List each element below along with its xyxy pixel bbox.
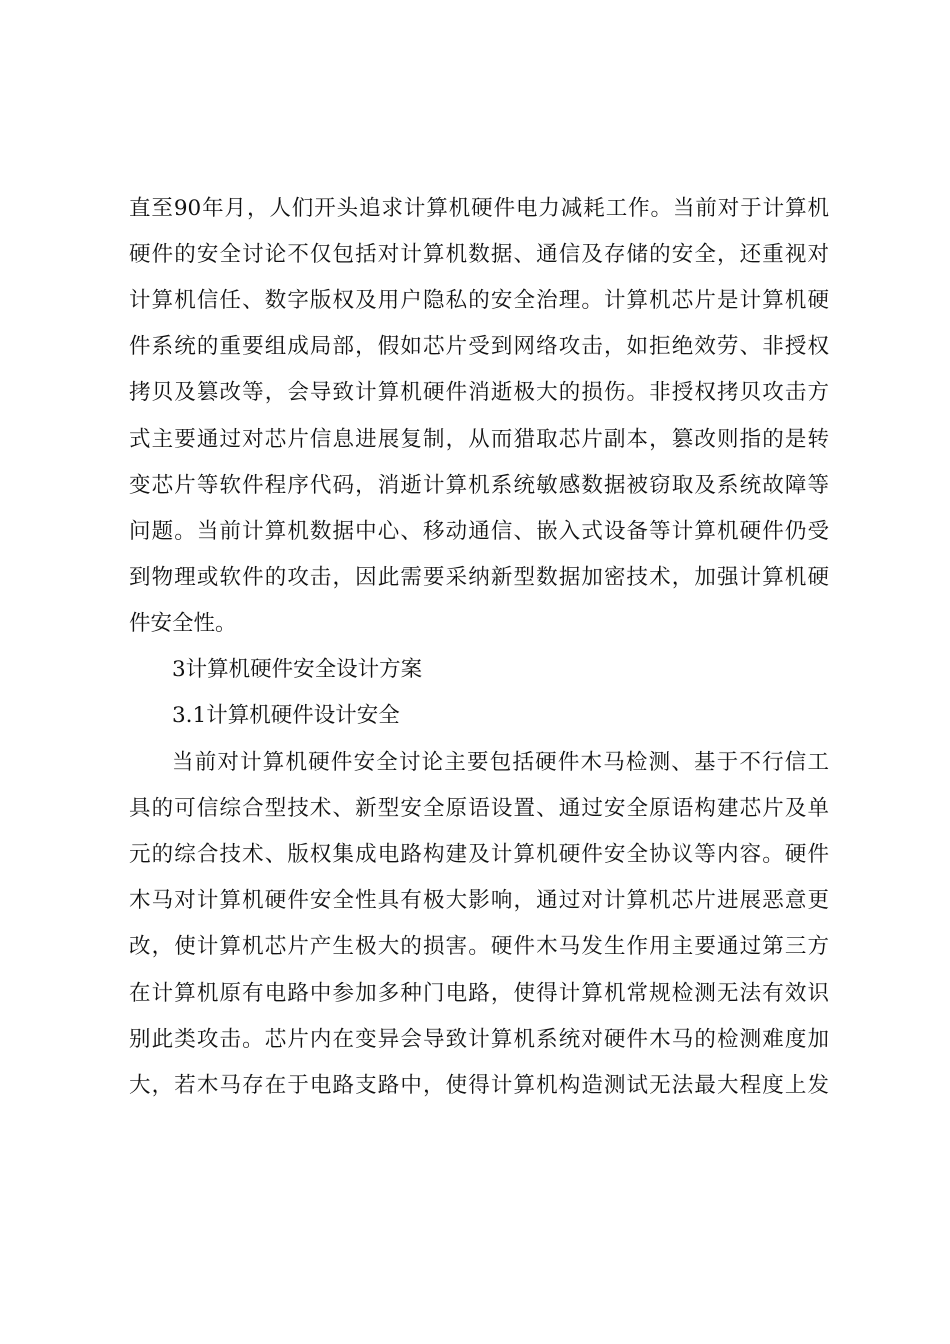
paragraph-2-line-7: 别此类攻击。芯片内在变异会导致计算机系统对硬件木马的检测难度加	[129, 1027, 829, 1052]
paragraph-2-line-2: 具的可信综合型技术、新型安全原语设置、通过安全原语构建芯片及单	[129, 796, 829, 821]
paragraph-1-line-8: 问题。当前计算机数据中心、移动通信、嵌入式设备等计算机硬件仍受	[129, 519, 829, 544]
paragraph-2-line-3: 元的综合技术、版权集成电路构建及计算机硬件安全协议等内容。硬件	[129, 842, 829, 867]
paragraph-1-line-6: 式主要通过对芯片信息进展复制，从而猎取芯片副本，篡改则指的是转	[129, 427, 829, 452]
paragraph-1-line-3: 计算机信任、数字版权及用户隐私的安全治理。计算机芯片是计算机硬	[129, 288, 829, 313]
paragraph-2-line-8: 大，若木马存在于电路支路中，使得计算机构造测试无法最大程度上发	[129, 1073, 829, 1098]
paragraph-1-line-2: 硬件的安全讨论不仅包括对计算机数据、通信及存储的安全，还重视对	[129, 242, 829, 267]
paragraph-1-line-9: 到物理或软件的攻击，因此需要采纳新型数据加密技术，加强计算机硬	[129, 565, 829, 590]
paragraph-1-line-5: 拷贝及篡改等，会导致计算机硬件消逝极大的损伤。非授权拷贝攻击方	[129, 380, 829, 405]
paragraph-1-line-1: 直至90年月，人们开头追求计算机硬件电力减耗工作。当前对于计算机	[129, 196, 829, 221]
paragraph-2-line-5: 改，使计算机芯片产生极大的损害。硬件木马发生作用主要通过第三方	[129, 934, 829, 959]
paragraph-1-line-10: 件安全性。	[129, 611, 237, 636]
paragraph-2-line-1: 当前对计算机硬件安全讨论主要包括硬件木马检测、基于不行信工	[172, 750, 829, 775]
paragraph-2-line-4: 木马对计算机硬件安全性具有极大影响，通过对计算机芯片进展恶意更	[129, 888, 829, 913]
section-heading: 3计算机硬件安全设计方案	[172, 657, 423, 682]
paragraph-1-line-4: 件系统的重要组成局部，假如芯片受到网络攻击，如拒绝效劳、非授权	[129, 334, 829, 359]
paragraph-1-line-7: 变芯片等软件程序代码，消逝计算机系统敏感数据被窃取及系统故障等	[129, 473, 829, 498]
paragraph-2-line-6: 在计算机原有电路中参加多种门电路，使得计算机常规检测无法有效识	[129, 981, 829, 1006]
subsection-heading: 3.1计算机硬件设计安全	[172, 703, 400, 728]
